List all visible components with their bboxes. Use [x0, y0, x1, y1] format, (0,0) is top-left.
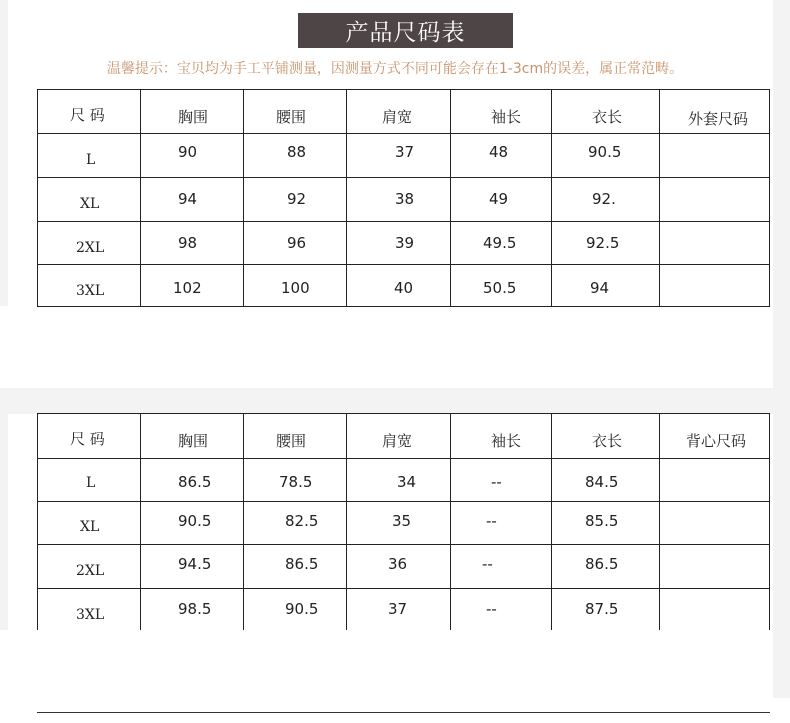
sleeve-cell: 49 [451, 178, 552, 222]
table-row [38, 459, 770, 502]
waist-cell: 100 [244, 265, 347, 307]
jacket-size-cell [660, 222, 770, 265]
length-cell: 92.5 [552, 222, 660, 265]
jacket-size-cell [660, 134, 770, 178]
sleeve-cell: -- [451, 545, 552, 589]
header-sleeve: 袖长 [451, 90, 552, 134]
vest-size-cell [660, 545, 770, 589]
chest-cell: 102 [141, 265, 244, 307]
table-row [38, 178, 770, 222]
header-size: 尺 码 [38, 414, 141, 459]
table-row [38, 222, 770, 265]
shoulder-cell: 39 [347, 222, 451, 265]
waist-cell: 92 [244, 178, 347, 222]
sleeve-cell: 50.5 [451, 265, 552, 307]
header-vest-size: 背心尺码 [660, 414, 770, 459]
waist-cell: 88 [244, 134, 347, 178]
shoulder-cell: 37 [347, 134, 451, 178]
sleeve-cell: -- [451, 459, 552, 502]
background-band-right-bottom [773, 388, 790, 698]
table-row [38, 134, 770, 178]
sleeve-cell: 49.5 [451, 222, 552, 265]
size-cell: 2XL [38, 545, 141, 589]
size-cell: XL [38, 502, 141, 545]
bottom-divider [37, 712, 770, 713]
background-band-middle [0, 388, 790, 414]
size-cell: XL [38, 178, 141, 222]
size-cell: 3XL [38, 265, 141, 307]
vest-size-cell [660, 589, 770, 633]
background-band-left-top [0, 0, 8, 306]
header-length: 衣长 [552, 90, 660, 134]
table-row [38, 545, 770, 589]
page-title: 产品尺码表 [298, 13, 513, 48]
table-header-row [38, 90, 770, 134]
shoulder-cell: 40 [347, 265, 451, 307]
sleeve-cell: -- [451, 502, 552, 545]
lower-blank-area [8, 630, 773, 712]
chest-cell: 98.5 [141, 589, 244, 633]
table-row [38, 589, 770, 633]
sleeve-cell: -- [451, 589, 552, 633]
chest-cell: 90 [141, 134, 244, 178]
shoulder-cell: 36 [347, 545, 451, 589]
length-cell: 84.5 [552, 459, 660, 502]
jacket-size-cell [660, 265, 770, 307]
size-table-jacket [37, 89, 770, 307]
table-row [38, 265, 770, 307]
header-size: 尺 码 [38, 90, 141, 134]
length-cell: 86.5 [552, 545, 660, 589]
chest-cell: 98 [141, 222, 244, 265]
shoulder-cell: 34 [347, 459, 451, 502]
length-cell: 85.5 [552, 502, 660, 545]
header-jacket-size: 外套尺码 [660, 90, 770, 134]
shoulder-cell: 37 [347, 589, 451, 633]
table-row [38, 502, 770, 545]
background-band-left-bottom [0, 388, 8, 630]
shoulder-cell: 38 [347, 178, 451, 222]
header-shoulder: 肩宽 [347, 414, 451, 459]
chest-cell: 90.5 [141, 502, 244, 545]
measurement-notice: 温馨提示：宝贝均为手工平铺测量，因测量方式不同可能会存在1-3cm的误差，属正常范畴。 [106, 61, 684, 77]
length-cell: 87.5 [552, 589, 660, 633]
chest-cell: 86.5 [141, 459, 244, 502]
header-shoulder: 肩宽 [347, 90, 451, 134]
chest-cell: 94.5 [141, 545, 244, 589]
jacket-size-cell [660, 178, 770, 222]
waist-cell: 96 [244, 222, 347, 265]
header-chest: 胸围 [141, 90, 244, 134]
size-cell: 2XL [38, 222, 141, 265]
waist-cell: 90.5 [244, 589, 347, 633]
chest-cell: 94 [141, 178, 244, 222]
header-waist: 腰围 [244, 414, 347, 459]
length-cell: 92. [552, 178, 660, 222]
table-header-row [38, 414, 770, 459]
header-length: 衣长 [552, 414, 660, 459]
waist-cell: 86.5 [244, 545, 347, 589]
waist-cell: 82.5 [244, 502, 347, 545]
size-cell: L [38, 134, 141, 178]
length-cell: 94 [552, 265, 660, 307]
header-waist: 腰围 [244, 90, 347, 134]
vest-size-cell [660, 459, 770, 502]
waist-cell: 78.5 [244, 459, 347, 502]
size-table-vest [37, 413, 770, 633]
header-chest: 胸围 [141, 414, 244, 459]
size-cell: 3XL [38, 589, 141, 633]
header-sleeve: 袖长 [451, 414, 552, 459]
vest-size-cell [660, 502, 770, 545]
size-cell: L [38, 459, 141, 502]
length-cell: 90.5 [552, 134, 660, 178]
shoulder-cell: 35 [347, 502, 451, 545]
sleeve-cell: 48 [451, 134, 552, 178]
